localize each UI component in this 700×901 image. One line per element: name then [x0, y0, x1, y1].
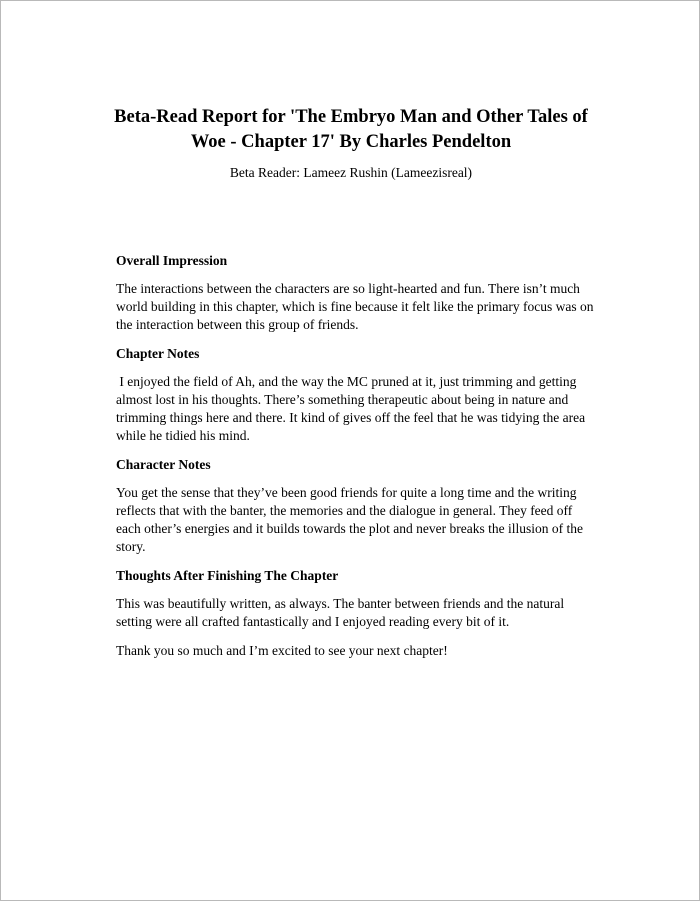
section-heading: Overall Impression — [116, 253, 228, 268]
section-chapter-notes — [116, 345, 594, 445]
section-heading: Thoughts After Finishing The Chapter — [116, 568, 339, 583]
section-overall-impression — [116, 252, 594, 334]
report-body — [116, 252, 594, 671]
section-heading: Chapter Notes — [116, 346, 200, 361]
section-paragraph: You get the sense that they’ve been good friends for quite a long time and the writing reflects that with the banter, the memories and the dialogue in general. They feed off each other’s energies and it builds towards the plot and never breaks the illusion of the story. — [116, 485, 584, 554]
section-paragraph: I enjoyed the field of Ah, and the way the MC pruned at it, just trimming and getting almost lost in his thoughts. There’s something therapeutic about being in nature and trimming things here and there. It kind of gives off the feel that he was tidying the area while he tidied his mind. — [116, 374, 589, 443]
closing-paragraph: Thank you so much and I’m excited to see your next chapter! — [116, 643, 448, 658]
beta-reader-line: Beta Reader: Lameez Rushin (Lameezisreal) — [229, 165, 473, 180]
section-thoughts-after-finishing — [116, 567, 594, 660]
section-character-notes — [116, 456, 594, 556]
section-paragraph: This was beautifully written, as always. The banter between friends and the natural setting were all crafted fantastically and I enjoyed reading every bit of it. — [116, 596, 565, 629]
section-paragraph: The interactions between the characters are so light-hearted and fun. There isn’t much world building in this chapter, which is fine because it felt like the primary focus was on the interaction between this group of friends. — [116, 281, 594, 332]
document-title: Beta-Read Report for 'The Embryo Man and Other Tales of Woe - Chapter 17' By Charles Pendelton — [114, 107, 588, 152]
section-heading: Character Notes — [116, 457, 211, 472]
